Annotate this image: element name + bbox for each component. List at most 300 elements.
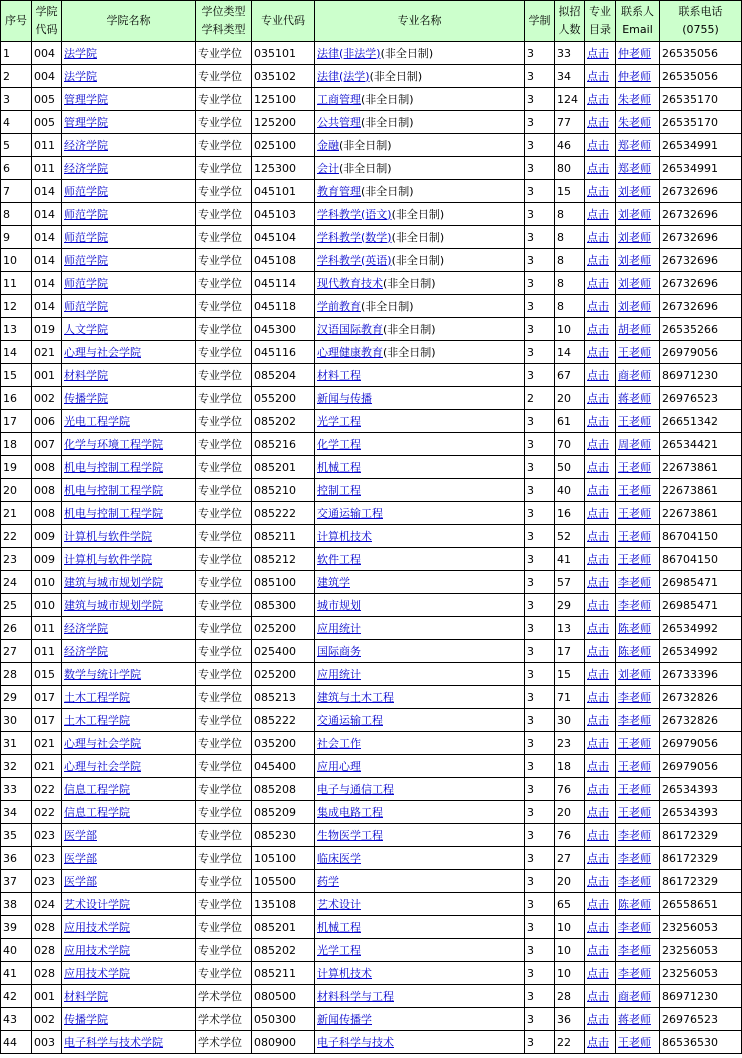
major-mode-suffix: (非全日制) xyxy=(361,184,414,198)
table-row xyxy=(1,203,742,226)
catalog-link[interactable]: 点击 xyxy=(587,184,609,198)
major-code-cell: 045118 xyxy=(254,299,296,313)
contact-email-link[interactable]: 刘老师 xyxy=(618,184,651,198)
header-mcode-line1: 专业代码 xyxy=(261,14,305,27)
contact-email-link[interactable]: 王老师 xyxy=(618,805,651,819)
major-name-link[interactable]: 现代教育技术 xyxy=(317,276,383,290)
catalog-link[interactable]: 点击 xyxy=(587,322,609,336)
major-name-link[interactable]: 教育管理 xyxy=(317,184,361,198)
years-cell xyxy=(525,709,555,732)
college-name-link[interactable]: 管理学院 xyxy=(64,92,108,106)
contact-email-link[interactable]: 李老师 xyxy=(618,874,651,888)
major-name-link[interactable]: 生物医学工程 xyxy=(317,828,383,842)
major-name-link[interactable]: 材料工程 xyxy=(317,368,361,382)
years-cell: 3 xyxy=(527,184,534,198)
phone-cell xyxy=(660,824,742,847)
catalog-link[interactable]: 点击 xyxy=(587,368,609,382)
plan-cell xyxy=(555,525,585,548)
plan-cell xyxy=(555,479,585,502)
years-cell xyxy=(525,755,555,778)
contact-email-link[interactable]: 王老师 xyxy=(618,345,651,359)
catalog-link[interactable]: 点击 xyxy=(587,414,609,428)
catalog-link[interactable]: 点击 xyxy=(587,644,609,658)
degree-cell xyxy=(196,893,252,916)
code-cell xyxy=(32,1031,62,1054)
years-cell: 3 xyxy=(527,529,534,543)
major-name-link[interactable]: 金融 xyxy=(317,138,339,152)
seq-cell: 40 xyxy=(3,943,17,957)
college-name-link[interactable]: 心理与社会学院 xyxy=(64,736,141,750)
catalog-link[interactable]: 点击 xyxy=(587,115,609,129)
catalog-link[interactable]: 点击 xyxy=(587,230,609,244)
degree-type-cell: 专业学位 xyxy=(198,483,242,497)
major-name-link[interactable]: 电子与通信工程 xyxy=(317,782,394,796)
catalog-link[interactable]: 点击 xyxy=(587,69,609,83)
catalog-link[interactable]: 点击 xyxy=(587,690,609,704)
degree-cell xyxy=(196,640,252,663)
major-name-link[interactable]: 法律(法学) xyxy=(317,69,370,83)
major-code-cell: 125300 xyxy=(254,161,296,175)
catalog-link[interactable]: 点击 xyxy=(587,736,609,750)
catalog-link[interactable]: 点击 xyxy=(587,828,609,842)
phone-cell xyxy=(660,548,742,571)
college-name-link[interactable]: 心理与社会学院 xyxy=(64,345,141,359)
seq-cell xyxy=(1,318,32,341)
contact-email-link[interactable]: 王老师 xyxy=(618,414,651,428)
major-name-link[interactable]: 交通运输工程 xyxy=(317,713,383,727)
major-code-cell: 085208 xyxy=(254,782,296,796)
plan-cell xyxy=(555,249,585,272)
major-name-link[interactable]: 心理健康教育 xyxy=(317,345,383,359)
college-name-link[interactable]: 土木工程学院 xyxy=(64,690,130,704)
code-cell xyxy=(32,548,62,571)
catalog-link[interactable]: 点击 xyxy=(587,966,609,980)
major-mode-suffix: (非全日制) xyxy=(339,161,392,175)
years-cell: 3 xyxy=(527,920,534,934)
major-name-link[interactable]: 社会工作 xyxy=(317,736,361,750)
catalog-link[interactable]: 点击 xyxy=(587,92,609,106)
major-name-link[interactable]: 交通运输工程 xyxy=(317,506,383,520)
major-name-link[interactable]: 电子科学与技术 xyxy=(317,1035,394,1049)
college-code-cell: 014 xyxy=(34,184,55,198)
college-name-link[interactable]: 信息工程学院 xyxy=(64,805,130,819)
catalog-link[interactable]: 点击 xyxy=(587,276,609,290)
catalog-link[interactable]: 点击 xyxy=(587,575,609,589)
contact-email-link[interactable]: 王老师 xyxy=(618,782,651,796)
contact-email-link[interactable]: 刘老师 xyxy=(618,207,651,221)
major-cell xyxy=(315,962,525,985)
major-name-link[interactable]: 材料科学与工程 xyxy=(317,989,394,1003)
degree-cell xyxy=(196,226,252,249)
college-name-link[interactable]: 传播学院 xyxy=(64,391,108,405)
college-name-link[interactable]: 应用技术学院 xyxy=(64,966,130,980)
college-name-link[interactable]: 建筑与城市规划学院 xyxy=(64,598,163,612)
degree-cell xyxy=(196,870,252,893)
catalog-link[interactable]: 点击 xyxy=(587,598,609,612)
table-row xyxy=(1,939,742,962)
phone-cell xyxy=(660,778,742,801)
contact-email-link[interactable]: 王老师 xyxy=(618,460,651,474)
contact-email-link[interactable]: 蒋老师 xyxy=(618,391,651,405)
contact-email-link[interactable]: 郑老师 xyxy=(618,161,651,175)
contact-email-link[interactable]: 王老师 xyxy=(618,529,651,543)
contact-email-link[interactable]: 王老师 xyxy=(618,759,651,773)
major-name-link[interactable]: 光学工程 xyxy=(317,943,361,957)
contact-email-link[interactable]: 陈老师 xyxy=(618,621,651,635)
seq-cell xyxy=(1,1031,32,1054)
contact-cell xyxy=(616,111,660,134)
college-name-link[interactable]: 机电与控制工程学院 xyxy=(64,506,163,520)
major-name-link[interactable]: 艺术设计 xyxy=(317,897,361,911)
catalog-cell xyxy=(585,272,616,295)
college-name-link[interactable]: 电子科学与技术学院 xyxy=(64,1035,163,1049)
contact-email-link[interactable]: 刘老师 xyxy=(618,276,651,290)
phone-cell xyxy=(660,410,742,433)
code-cell xyxy=(32,962,62,985)
college-cell xyxy=(62,456,196,479)
plan-cell xyxy=(555,272,585,295)
major-name-link[interactable]: 法律(非法学) xyxy=(317,46,381,60)
contact-email-link[interactable]: 李老师 xyxy=(618,828,651,842)
major-cell xyxy=(315,502,525,525)
catalog-cell xyxy=(585,916,616,939)
college-name-link[interactable]: 心理与社会学院 xyxy=(64,759,141,773)
plan-count-cell: 8 xyxy=(557,253,564,267)
catalog-link[interactable]: 点击 xyxy=(587,437,609,451)
college-name-link[interactable]: 土木工程学院 xyxy=(64,713,130,727)
major-name-link[interactable]: 软件工程 xyxy=(317,552,361,566)
major-name-link[interactable]: 城市规划 xyxy=(317,598,361,612)
major-code-cell: 085202 xyxy=(254,943,296,957)
major-mode-suffix: (非全日制) xyxy=(391,253,445,267)
college-code-cell: 014 xyxy=(34,276,55,290)
phone-cell: 26651342 xyxy=(662,414,718,428)
major-name-link[interactable]: 机械工程 xyxy=(317,920,361,934)
college-name-link[interactable]: 师范学院 xyxy=(64,276,108,290)
mcode-cell xyxy=(252,318,315,341)
catalog-link[interactable]: 点击 xyxy=(587,253,609,267)
catalog-link[interactable]: 点击 xyxy=(587,299,609,313)
degree-cell xyxy=(196,410,252,433)
phone-cell xyxy=(660,686,742,709)
catalog-link[interactable]: 点击 xyxy=(587,506,609,520)
major-cell xyxy=(315,594,525,617)
seq-cell xyxy=(1,295,32,318)
contact-email-link[interactable]: 商老师 xyxy=(618,989,651,1003)
major-name-link[interactable]: 建筑与土木工程 xyxy=(317,690,394,704)
major-name-link[interactable]: 公共管理 xyxy=(317,115,361,129)
header-college xyxy=(62,1,196,42)
college-name-link[interactable]: 化学与环境工程学院 xyxy=(64,437,163,451)
major-name-link[interactable]: 国际商务 xyxy=(317,644,361,658)
years-cell: 3 xyxy=(527,805,534,819)
contact-email-link[interactable]: 刘老师 xyxy=(618,667,651,681)
college-name-link[interactable]: 医学部 xyxy=(64,828,97,842)
phone-cell xyxy=(660,318,742,341)
catalog-link[interactable]: 点击 xyxy=(587,667,609,681)
phone-cell: 86172329 xyxy=(662,874,718,888)
college-name-link[interactable]: 应用技术学院 xyxy=(64,920,130,934)
degree-cell xyxy=(196,203,252,226)
degree-cell xyxy=(196,433,252,456)
years-cell: 3 xyxy=(527,368,534,382)
college-name-link[interactable]: 法学院 xyxy=(64,69,97,83)
years-cell: 3 xyxy=(527,115,534,129)
contact-cell xyxy=(616,433,660,456)
major-name-link[interactable]: 计算机技术 xyxy=(317,966,372,980)
degree-type-cell: 专业学位 xyxy=(198,299,242,313)
seq-cell xyxy=(1,847,32,870)
major-name-link[interactable]: 机械工程 xyxy=(317,460,361,474)
degree-cell xyxy=(196,939,252,962)
college-name-link[interactable]: 管理学院 xyxy=(64,115,108,129)
catalog-link[interactable]: 点击 xyxy=(587,1012,609,1026)
college-name-link[interactable]: 师范学院 xyxy=(64,207,108,221)
major-name-link[interactable]: 化学工程 xyxy=(317,437,361,451)
contact-cell xyxy=(616,525,660,548)
contact-email-link[interactable]: 李老师 xyxy=(618,575,651,589)
contact-email-link[interactable]: 朱老师 xyxy=(618,92,651,106)
catalog-link[interactable]: 点击 xyxy=(587,391,609,405)
major-name-link[interactable]: 建筑学 xyxy=(317,575,350,589)
degree-cell xyxy=(196,525,252,548)
mcode-cell xyxy=(252,1008,315,1031)
catalog-link[interactable]: 点击 xyxy=(587,1035,609,1049)
catalog-link[interactable]: 点击 xyxy=(587,782,609,796)
catalog-link[interactable]: 点击 xyxy=(587,552,609,566)
college-name-link[interactable]: 材料学院 xyxy=(64,368,108,382)
major-cell xyxy=(315,479,525,502)
years-cell: 3 xyxy=(527,92,534,106)
college-code-cell: 028 xyxy=(34,966,55,980)
college-name-link[interactable]: 医学部 xyxy=(64,851,97,865)
major-cell xyxy=(315,42,525,65)
catalog-link[interactable]: 点击 xyxy=(587,345,609,359)
major-name-link[interactable]: 应用心理 xyxy=(317,759,361,773)
catalog-link[interactable]: 点击 xyxy=(587,161,609,175)
plan-cell xyxy=(555,847,585,870)
college-name-link[interactable]: 法学院 xyxy=(64,46,97,60)
college-name-link[interactable]: 计算机与软件学院 xyxy=(64,529,152,543)
college-name-link[interactable]: 师范学院 xyxy=(64,230,108,244)
plan-count-cell: 18 xyxy=(557,759,571,773)
seq-cell xyxy=(1,479,32,502)
contact-email-link[interactable]: 仲老师 xyxy=(618,46,651,60)
catalog-link[interactable]: 点击 xyxy=(587,713,609,727)
years-cell xyxy=(525,870,555,893)
contact-email-link[interactable]: 李老师 xyxy=(618,920,651,934)
major-name-link[interactable]: 汉语国际教育 xyxy=(317,322,383,336)
plan-count-cell: 20 xyxy=(557,391,571,405)
contact-email-link[interactable]: 王老师 xyxy=(618,506,651,520)
contact-cell xyxy=(616,249,660,272)
mcode-cell xyxy=(252,111,315,134)
contact-email-link[interactable]: 李老师 xyxy=(618,598,651,612)
college-name-link[interactable]: 传播学院 xyxy=(64,1012,108,1026)
catalog-link[interactable]: 点击 xyxy=(587,759,609,773)
major-name-link[interactable]: 临床医学 xyxy=(317,851,361,865)
major-code-cell: 035102 xyxy=(254,69,296,83)
major-name-link[interactable]: 应用统计 xyxy=(317,621,361,635)
major-name-link[interactable]: 学科教学(数学) xyxy=(317,230,392,244)
code-cell xyxy=(32,824,62,847)
major-cell xyxy=(315,893,525,916)
major-name-link[interactable]: 会计 xyxy=(317,161,339,175)
college-name-link[interactable]: 材料学院 xyxy=(64,989,108,1003)
seq-cell: 25 xyxy=(3,598,17,612)
contact-email-link[interactable]: 商老师 xyxy=(618,368,651,382)
college-name-link[interactable]: 机电与控制工程学院 xyxy=(64,483,163,497)
degree-type-cell: 专业学位 xyxy=(198,368,242,382)
years-cell xyxy=(525,640,555,663)
college-name-link[interactable]: 艺术设计学院 xyxy=(64,897,130,911)
contact-email-link[interactable]: 蒋老师 xyxy=(618,1012,651,1026)
college-name-link[interactable]: 人文学院 xyxy=(64,322,108,336)
header-contact xyxy=(616,1,660,42)
code-cell xyxy=(32,364,62,387)
major-code-cell: 085213 xyxy=(254,690,296,704)
catalog-link[interactable]: 点击 xyxy=(587,805,609,819)
college-name-link[interactable]: 师范学院 xyxy=(64,299,108,313)
major-code-cell: 105100 xyxy=(254,851,296,865)
college-name-link[interactable]: 建筑与城市规划学院 xyxy=(64,575,163,589)
catalog-link[interactable]: 点击 xyxy=(587,207,609,221)
catalog-link[interactable]: 点击 xyxy=(587,460,609,474)
major-name-link[interactable]: 计算机技术 xyxy=(317,529,372,543)
college-name-link[interactable]: 经济学院 xyxy=(64,644,108,658)
contact-cell xyxy=(616,686,660,709)
major-name-link[interactable]: 新闻传播学 xyxy=(317,1012,372,1026)
contact-cell xyxy=(616,65,660,88)
contact-email-link[interactable]: 刘老师 xyxy=(618,253,651,267)
contact-email-link[interactable]: 仲老师 xyxy=(618,69,651,83)
years-cell xyxy=(525,42,555,65)
seq-cell xyxy=(1,157,32,180)
major-name-link[interactable]: 学前教育 xyxy=(317,299,361,313)
table-row xyxy=(1,594,742,617)
years-cell: 3 xyxy=(527,644,534,658)
table-row xyxy=(1,686,742,709)
major-name-link[interactable]: 应用统计 xyxy=(317,667,361,681)
plan-count-cell: 13 xyxy=(557,621,571,635)
major-name-link[interactable]: 工商管理 xyxy=(317,92,361,106)
catalog-link[interactable]: 点击 xyxy=(587,874,609,888)
catalog-link[interactable]: 点击 xyxy=(587,943,609,957)
college-name-link[interactable]: 机电与控制工程学院 xyxy=(64,460,163,474)
college-code-cell: 023 xyxy=(34,851,55,865)
major-name-link[interactable]: 学科教学(语文) xyxy=(317,207,392,221)
contact-email-link[interactable]: 刘老师 xyxy=(618,230,651,244)
catalog-cell xyxy=(585,548,616,571)
years-cell xyxy=(525,456,555,479)
catalog-link[interactable]: 点击 xyxy=(587,851,609,865)
major-name-link[interactable]: 新闻与传播 xyxy=(317,391,372,405)
contact-email-link[interactable]: 李老师 xyxy=(618,690,651,704)
college-cell xyxy=(62,180,196,203)
seq-cell: 44 xyxy=(3,1035,17,1049)
phone-cell xyxy=(660,571,742,594)
major-name-link[interactable]: 集成电路工程 xyxy=(317,805,383,819)
major-name-link[interactable]: 药学 xyxy=(317,874,339,888)
college-name-link[interactable]: 信息工程学院 xyxy=(64,782,130,796)
header-plan-line1: 拟招 xyxy=(558,5,581,18)
plan-count-cell: 76 xyxy=(557,782,571,796)
seq-cell xyxy=(1,594,32,617)
contact-email-link[interactable]: 李老师 xyxy=(618,713,651,727)
catalog-link[interactable]: 点击 xyxy=(587,621,609,635)
plan-count-cell: 46 xyxy=(557,138,571,152)
code-cell xyxy=(32,985,62,1008)
contact-email-link[interactable]: 李老师 xyxy=(618,851,651,865)
contact-email-link[interactable]: 陈老师 xyxy=(618,644,651,658)
college-name-link[interactable]: 经济学院 xyxy=(64,621,108,635)
code-cell xyxy=(32,916,62,939)
college-name-link[interactable]: 光电工程学院 xyxy=(64,414,130,428)
contact-email-link[interactable]: 朱老师 xyxy=(618,115,651,129)
header-mcode xyxy=(252,1,315,42)
mcode-cell xyxy=(252,502,315,525)
major-code-cell: 045400 xyxy=(254,759,296,773)
catalog-link[interactable]: 点击 xyxy=(587,138,609,152)
mcode-cell xyxy=(252,548,315,571)
plan-cell xyxy=(555,65,585,88)
contact-email-link[interactable]: 刘老师 xyxy=(618,299,651,313)
degree-type-cell: 专业学位 xyxy=(198,46,242,60)
plan-cell xyxy=(555,916,585,939)
catalog-cell xyxy=(585,755,616,778)
header-code-line2: 代码 xyxy=(35,23,58,36)
contact-email-link[interactable]: 胡老师 xyxy=(618,322,651,336)
catalog-link[interactable]: 点击 xyxy=(587,897,609,911)
major-name-link[interactable]: 控制工程 xyxy=(317,483,361,497)
years-cell: 3 xyxy=(527,943,534,957)
contact-email-link[interactable]: 王老师 xyxy=(618,736,651,750)
years-cell: 3 xyxy=(527,345,534,359)
contact-email-link[interactable]: 王老师 xyxy=(618,1035,651,1049)
contact-email-link[interactable]: 陈老师 xyxy=(618,897,651,911)
plan-count-cell: 10 xyxy=(557,966,571,980)
college-name-link[interactable]: 师范学院 xyxy=(64,253,108,267)
college-name-link[interactable]: 经济学院 xyxy=(64,161,108,175)
major-cell xyxy=(315,617,525,640)
college-cell xyxy=(62,732,196,755)
catalog-link[interactable]: 点击 xyxy=(587,46,609,60)
major-name-link[interactable]: 光学工程 xyxy=(317,414,361,428)
catalog-link[interactable]: 点击 xyxy=(587,483,609,497)
college-name-link[interactable]: 医学部 xyxy=(64,874,97,888)
college-name-link[interactable]: 计算机与软件学院 xyxy=(64,552,152,566)
contact-email-link[interactable]: 周老师 xyxy=(618,437,651,451)
college-name-link[interactable]: 应用技术学院 xyxy=(64,943,130,957)
contact-email-link[interactable]: 李老师 xyxy=(618,966,651,980)
major-code-cell: 085201 xyxy=(254,460,296,474)
college-cell xyxy=(62,65,196,88)
degree-cell xyxy=(196,801,252,824)
major-name-link[interactable]: 学科教学(英语) xyxy=(317,253,392,267)
contact-email-link[interactable]: 王老师 xyxy=(618,552,651,566)
contact-email-link[interactable]: 李老师 xyxy=(618,943,651,957)
college-name-link[interactable]: 经济学院 xyxy=(64,138,108,152)
catalog-link[interactable]: 点击 xyxy=(587,529,609,543)
catalog-link[interactable]: 点击 xyxy=(587,920,609,934)
college-name-link[interactable]: 数学与统计学院 xyxy=(64,667,141,681)
contact-email-link[interactable]: 王老师 xyxy=(618,483,651,497)
degree-cell xyxy=(196,985,252,1008)
college-name-link[interactable]: 师范学院 xyxy=(64,184,108,198)
catalog-link[interactable]: 点击 xyxy=(587,989,609,1003)
contact-email-link[interactable]: 郑老师 xyxy=(618,138,651,152)
phone-cell: 26732696 xyxy=(662,207,718,221)
